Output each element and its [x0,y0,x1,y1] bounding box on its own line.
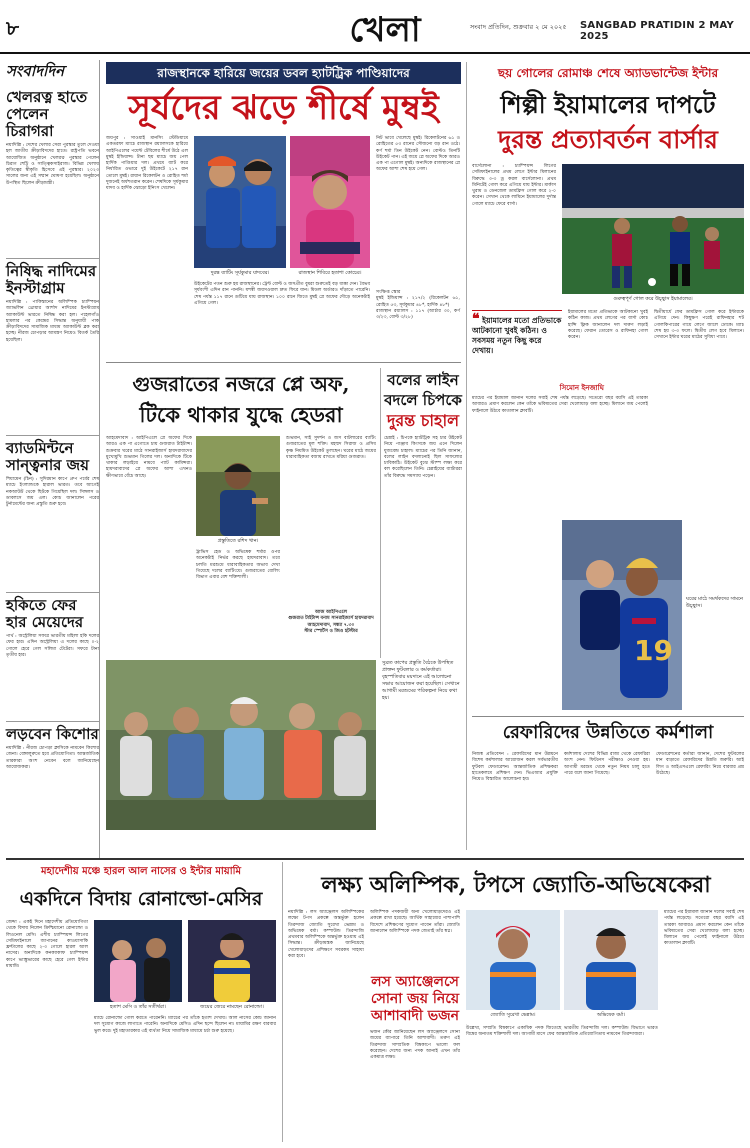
messi-photo [94,920,182,1002]
gujarat-photo-caption: প্রস্তুতিতে রশিদ খান। [217,538,259,544]
svg-text:19: 19 [634,634,673,667]
messi-illustration [94,920,182,1002]
divider [6,258,99,259]
left-news-column [6,60,100,860]
olympic-column-2: অলিম্পিক পদকজয়ী অন্য খেলোয়াড়দেরও এই প্রকল্পে রাখা হয়েছে। আর্থিক সাহায্যের পাশাপাশি বিদেশে প্রশিক্ষণের সুযোগ পাবেন তাঁরা। জ্যোতি জানালেন অলিম্পিকে পদক জেতাই তাঁর স্বপ্ন। [370,910,462,934]
gujarat-photo [196,436,280,536]
barca-headline-line1: শিল্পী ইয়ামালের দাপটে [500,90,716,119]
divider [6,592,99,593]
gathering-photo [106,660,376,830]
match-illustration [562,164,744,294]
barca-headline-line2: দুরন্ত প্রত্যাবর্তন বার্সার [498,125,718,154]
referee-column-1: নিজস্ব প্রতিবেদন : রেফারিদের মান উন্নয়নে বিশেষ কর্মশালার আয়োজন করল সর্বভারতীয় ফুটবল ফেডারেশন। আন্তর্জাতিক প্রশিক্ষকরা হাতেকলমে প্রশিক্ষণ দেন। ভিএআর প্রযুক্তি নিয়েও বিস্তারিত আলোচনা হয়। [472,752,560,783]
header-paper-name: SANGBAD PRATIDIN 2 MAY 2025 [580,20,734,42]
left-story-body: নয়াদিল্লি : নীরজ চোপড়া ক্লাসিকে নামবেন কিশোর জেনা। বেঙ্গালুরুতে হবে প্রতিযোগিতা। আন্তর্জাতিক তারকারা অংশ নেবেন বলে জানিয়েছেন আয়োজকরা। [6,746,99,770]
barca-photo2-caption: ঘরের মাঠে সমর্থকদের সামনে উচ্ছ্বাস। [686,596,743,609]
left-story-headline: নিষিদ্ধ নাদিমের ইনস্টাগ্রাম [6,262,97,297]
barca-photo-caption: গুরুত্বপূর্ণ গোল করে উচ্ছ্বাস ইয়ামালের। [613,296,693,302]
olympic-subhead-line2: সোনা জয় নিয়ে [370,991,460,1007]
referee-column-3: ফেডারেশনের কর্তারা জানান, দেশের ফুটবলের মান বাড়াতে রেফারিদের উন্নতি জরুরি। আই লিগ ও আইএসএলে রেফারিং নিয়ে বারবার প্রশ্ন উঠেছে। [656,752,746,776]
page-number: ৮ [6,16,19,40]
coach-illustration [290,136,370,268]
chahal-headline-line2: বদলে চিপকে [384,391,462,409]
ipl-kicker-banner: রাজস্থানকে হারিয়ে জয়ের ডবল হ্যাটট্রিক পাণ্ডিয়াদের [106,62,461,84]
ronaldo-photo-caption: জয়ের জেরে নামছেন রোনাল্ডো। [200,1004,264,1010]
olympic-column-3: ভজন কৌর জানিয়েছেন লস অ্যাঞ্জেলসে সোনা জয়ের ব্যাপারে তিনি আশাবাদী। তরুণ এই তিরন্দাজ সাম্প্রতিক বিশ্বকাপে ভালো ফল করেছেন। দেশের জন্য পদক আনাই এখন তাঁর একমাত্র লক্ষ্য। [370,1030,462,1061]
ronaldo-photo [188,920,276,1002]
section-title: খেলা [349,10,421,50]
left-story-body: নয়াদিল্লি : দেশের খেলার সেরা পুরস্কার তুলে দেওয়া হল জাতীয় ক্রীড়াবিদদের হাতে। রাষ্ট্রপতি ভবনে আয়োজিত অনুষ্ঠানে খেলরত্ন পুরস্কার পেলেন চিরাগ শেট্টি ও সাত্ত্বিকসাইরাজ। বিভিন্ন খেলায় কৃতিত্বের স্বীকৃতি হিসেবে এই পুরস্কার। ২০২৩ সালের জন্য এই সম্মান ঘোষণা হয়েছিল। অনুষ্ঠানে উপস্থিত ছিলেন ক্রীড়ামন্ত্রী। [6,143,99,186]
left-story-headline: খেলরত্ন হাতে পেলেন চিরাগরা [6,88,88,140]
celebration-illustration [562,520,682,710]
divider [6,435,99,436]
quote-text: ইয়ামালের মতো প্রতিভাকে আটকানো খুবই কঠিন। ও সবসময় নতুন কিছু করে দেখায়। [472,316,562,355]
jyothi-photo-caption: জ্যোতি সুরেখা ভেন্নাম। [490,1012,536,1018]
pull-quote [472,310,562,378]
ipl-photo-coach [290,136,370,268]
quote-attribution: সিমোন ইনজাঘি [559,384,604,392]
ipl-column-2: উইকেটের পতন শুরু হয় রাজস্থানের। ট্রেন্ট বোল্ট ও জসপ্রীত বুমরা শুরুতেই বড় ধাক্কা দেন। বৈভব সূর্যবংশী এদিন রান পাননি। যশস্বী জয়সওয়াল দ্রুত ফিরে যান। মিডল অর্ডারও দাঁড়াতে পারেনি। শেষ পর্যন্ত ১১৭ রানে গুটিয়ে যায় রাজস্থান। ১০০ রানে জিতে মুম্বই প্লে অফের দৌড়ে অনেকটাই এগিয়ে গেল। [194,282,372,306]
ipl-photo-players [194,136,286,268]
divider [472,716,744,717]
barca-column-3: দ্বিতীয়ার্ধে ফের ডামফ্রিস গোল করে ইন্টারকে এগিয়ে দেন। কিছুক্ষণ পরেই রাফিনহার শট গোলকিপারের গায়ে লেগে জালে ঢোকে। ম্যাচ শেষ হয় ৩-৩ ফলে। দ্বিতীয় লেগ হবে মিলানে। সেখানে ইন্টার ঘরের মাঠের সুবিধা পাবে। [654,310,746,341]
player-photo-illustration [196,436,280,536]
abhishek-illustration [564,910,658,1010]
barca-column-1: বার্সেলোনা : চ্যাম্পিয়ন্স লিগের সেমিফাইনালের প্রথম লেগে ইন্টার মিলানের বিরুদ্ধে ৩-৩ ড্র করল বার্সেলোনা। প্রথম মিনিটেই গোল করে এগিয়ে যায় ইন্টার। মার্কাস থুরাম ও ডেনজেল ডামফ্রিস গোল করে ২-০ করেন। সেখান থেকে লামিনে ইয়ামালের দুর্দান্ত গোলে ম্যাচে ফেরে বার্সা। [472,164,558,207]
section-divider [6,858,744,860]
ipl-column-3: নিট ভাবে খেলেছে মুম্বই। রিকেলটনের ৬১ ও রোহিতের ৫৩ রানের সৌজন্যে বড় রান ওঠে। কর্ণ শর্মা তিন উইকেট নেন। বোল্টও তিনটি উইকেট পান। এই জয়ে প্লে অফের দিকে আরও এক পা এগোল মুম্বই। অন্যদিকে রাজস্থানের প্লে অফের আশা শেষ হয়ে গেল। [376,136,462,173]
chahal-headline-line3: দুরন্ত চাহাল [386,411,460,430]
gathering-photo-caption: সুব্রত কাপের প্রস্তুতি বৈঠকে উপস্থিত প্রাক্তন ফুটবলার ও কর্মকর্তারা। বৃহস্পতিবার ময়দানে এই আলোচনা সভার আয়োজন করা হয়েছিল। সেখানে আগামী মরশুমের পরিকল্পনা নিয়ে কথা হয়। [382,660,460,701]
abhishek-photo-caption: অভিষেক বর্মা। [596,1012,626,1018]
column-divider [380,368,381,658]
gujarat-column-1: আহমেদাবাদ : আইপিএলে প্লে অফের দিকে আরও এক পা এগোতে চায় গুজরাত টাইটান্স। শুক্রবার ঘরের মাঠে সানরাইজার্স হায়দরাবাদের মুখোমুখি শুভমান গিলের দল। অন্যদিকে টিকে থাকার লড়াইয়ে নামবে প্যাট কামিন্সরা। হায়দরাবাদের প্লে অফের আশা এখনও ক্ষীণভাবে বেঁচে আছে। [106,436,194,479]
players-illustration [194,136,286,268]
messi-column-2: ম্যাচে রোনাল্ডো গোল করতে পারেননি। ম্যাচের পর তাঁকে হতাশ দেখায়। আল নাসের কোচ জানান দল সুযোগ কাজে লাগাতে পারেনি। অন্যদিকে মেসিও এদিন ছন্দে ছিলেন না। মায়ামির রক্ষণ বারবার ভুল করে। দুই মহাতারকার এই ব্যর্থতা নিয়ে সামাজিক মাধ্যমে চর্চা শুরু হয়েছে। [94,1016,278,1034]
referee-headline: রেফারিদের উন্নতিতে কর্মশালা [502,722,714,743]
column-divider [282,862,283,1142]
barca-kicker: ছয় গোলের রোমাঞ্চ শেষে অ্যাডভান্টেজ ইন্টার [497,66,719,80]
chahal-headline-line1: বলের লাইন [387,371,459,389]
left-story-body: নয়াদিল্লি : পাকিস্তানের অলিম্পিক চ্যাম্পিয়ন জ্যাভলিন থ্রোয়ার আর্শাদ নাদিমের ইনস্টাগ্রাম অ্যাকাউন্ট ভারতে নিষিদ্ধ করা হল। পহেলগাঁও হামলার পর কেন্দ্রের সিদ্ধান্ত অনুযায়ী পাক ক্রীড়াবিদদের সামাজিক মাধ্যম অ্যাকাউন্ট ব্লক করা হচ্ছে। নীরজ চোপড়ার আমন্ত্রণ নিয়েও বিতর্ক তৈরি হয়েছিল। [6,300,99,343]
olympic-column-5: ম্যাচের পর ইয়ামাল জানান দলের সবাই শেষ পর্যন্ত লড়েছে। সতেরো বছর বয়সি এই তারকা আবারও প্রমাণ করলেন কেন তাঁকে ভবিষ্যতের সেরা খেলোয়াড় বলা হচ্ছে। মিলানে জয় পেলেই ফাইনালে উঠবে কাতালান ক্লাবটি। [664,910,746,947]
gujarat-column-3: শুভমান, সাই সুদর্শন ও জস বাটলারের ব্যাটিং গুজরাতের মূল শক্তি। মহম্মদ সিরাজ ও প্রসিধ কৃষ্ণ নিয়মিত উইকেট তুলছেন। ঘরের মাঠে জয়ের ধারাবাহিকতা বজায় রাখতে মরিয়া গুজরাত। [286,436,378,460]
divider [106,362,461,363]
olympic-headline: লক্ষ্য অলিম্পিক, টপসে জ্যোতি-অভিষেকেরা [321,872,711,898]
jyothi-photo [466,910,560,1010]
messi-column-1: জেদ্দা : একই দিনে মহাদেশীয় প্রতিযোগিতা থেকে বিদায় নিলেন ক্রিশ্চিয়ানো রোনাল্ডো ও লিওনেল মেসি। এশীয় চ্যাম্পিয়ন্স লিগের সেমিফাইনালে জাপানের কাওয়াসাকি ফ্রন্টালের কাছে ২-৩ গোলে হারল আল নাসের। অন্যদিকে কনক্যাকাফ চ্যাম্পিয়ন্স কাপে ভ্যাঙ্কুভারের কাছে হেরে গেল ইন্টার মায়ামি। [6,920,90,970]
messi-photo-caption: হতাশ মেসি ও তাঁর সতীর্থরা। [109,1004,167,1010]
ipl-headline: সূর্যদের ঝড়ে শীর্ষে মুম্বই [128,88,439,128]
gujarat-headline-line1: গুজরাতের নজরে প্লে অফ, [132,372,350,396]
ipl-scorecard: সংক্ষিপ্ত স্কোর মুম্বই ইন্ডিয়ান্স : ২১৭/২ (রিকেলটন ৬১, রোহিত ৫৩, সূর্যকুমার ৪৮*, হার্দিক ৪৮*) রাজস্থান রয়্যালস : ১১৭ (আর্চার ৩০, কর্ণ ৩/২৩, বোল্ট ৩/২৮) [376,290,460,321]
barca-column-2: ইয়ামালের মতো প্রতিভাকে আটকানো খুবই কঠিন কাজ। প্রথম লেগের পর বার্সা কোচ হান্সি ফ্লিক জানালেন দল দারুণ লড়াই করেছে। ফেরান তোরেস ও রাফিনহা গোল করেন। [568,310,650,341]
left-story-body: শিয়ামেন (চিন) : সুদিরমান কাপে গ্রুপ পর্বের শেষ ম্যাচে ইংল্যান্ডকে হারাল ভারত। তবে আগেই নকআউট থেকে ছিটকে গিয়েছিল দল। সিঙ্গলস ও ডাবলসে জয় এল। কোচ জানালেন পরের টুর্নামেন্টের জন্য প্রস্তুতি শুরু হবে। [6,477,99,508]
olympic-subhead-line3: আশাবাদী ভজন [370,1008,460,1024]
quote-mark-icon: ❝ [472,311,480,327]
page-header [0,0,750,54]
abhishek-photo [564,910,658,1010]
barca-column-4: ম্যাচের পর ইয়ামাল জানান দলের সবাই শেষ পর্যন্ত লড়েছে। সতেরো বছর বয়সি এই তারকা আবারও প্রমাণ করলেন কেন তাঁকে ভবিষ্যতের সেরা খেলোয়াড় বলা হচ্ছে। মিলানে জয় পেলেই ফাইনালে উঠবে কাতালান ক্লাবটি। [472,396,650,414]
header-date: সংবাদ প্রতিদিন, শুক্রবার ২ মে ২০২৫ [470,23,567,31]
olympic-column-1: নয়াদিল্লি : লস অ্যাঞ্জেলস অলিম্পিকের লক্ষ্যে টপস প্রকল্পে অন্তর্ভুক্ত হলেন তিরন্দাজ জ্যোতি সুরেখা ভেন্নাম ও অভিষেক বর্মা। কম্পাউন্ড তিরন্দাজি প্রথমবার অলিম্পিকে অন্তর্ভুক্ত হওয়ায় এই সিদ্ধান্ত। ক্রীড়ামন্ত্রক জানিয়েছে খেলোয়াড়দের প্রশিক্ষণে সবরকম সাহায্য করা হবে। [288,910,366,960]
gujarat-match-info: আজ আইপিএলে গুজরাত টাইটান্স বনাম সানরাইজার্স হায়দরাবাদ আহমেদাবাদ, সন্ধ্যা ৭.৩০ স্টার স্পোর্টস ও জিও হটস্টার [288,610,374,634]
gujarat-headline-line2: টিকে থাকার যুদ্ধে হেডরা [139,402,343,427]
chahal-column-1: চেন্নাই : চিপকে হ্যাটট্রিক সহ চার উইকেট নিয়ে পাঞ্জাব কিংসকে জয় এনে দিলেন যুজবেন্দ্র চাহাল। ম্যাচের পর তিনি জানান, বলের লাইন বদলানোই ছিল সাফল্যের চাবিকাঠি। উইকেট বুঝে স্টাম্প লক্ষ্য করে বল করেছিলেন তিনি। চেন্নাইয়ের ব্যাটাররা তাঁর বিরুদ্ধে সমস্যায় পড়েন। [384,436,464,479]
left-story-headline: হকিতে ফের হার মেয়েদের [6,596,84,631]
olympic-subhead-line1: লস অ্যাঞ্জেলসে [371,974,459,990]
divider [6,721,99,722]
left-story-body: পার্থ : অস্ট্রেলিয়া সফরে ভারতীয় মহিলা হকি দলের ফের হার। এদিন অস্ট্রেলিয়া এ দলের কাছে ০-২ গোলে হেরে গেল সলিমা টেটেরা। সফরে টানা তৃতীয় হার। [6,634,99,658]
referee-column-2: কর্মশালায় দেশের বিভিন্ন রাজ্য থেকে রেফারিরা অংশ নেন। ফিটনেস পরীক্ষাও নেওয়া হয়। আগামী মরশুম থেকে নতুন নিয়ম চালু হতে পারে বলে জানা গিয়েছে। [564,752,652,776]
ipl-column-1: জয়পুর : সাওয়াই মানসিং স্টেডিয়ামে একতরফা ম্যাচে রাজস্থান রয়্যালসকে হারিয়ে আইপিএলের পয়েন্ট টেবিলের শীর্ষে উঠে এল মুম্বই ইন্ডিয়ান্স। টানা ছয় ম্যাচে জয় পেল হার্দিক পাণ্ডিয়ার দল। প্রথমে ব্যাট করে নির্ধারিত ওভারে দুই উইকেটে ২১৭ রান তোলে মুম্বই। রায়ান রিকেলটন ও রোহিত শর্মা দুজনেই অর্ধশতরান করেন। শেষদিকে সূর্যকুমার যাদব ও হার্দিক ঝোড়ো ইনিংস খেলেন। [106,136,190,192]
column-logo: সংবাদদিন [6,62,65,80]
olympic-column-4: উল্লেখ্য, সম্প্রতি বিশ্বকাপে একাধিক পদক জিতেছে ভারতীয় তিরন্দাজি দল। কম্পাউন্ড বিভাগে ভারত বিশ্বের অন্যতম শক্তিশালী দল। আগামী মাসে ফের আন্তর্জাতিক প্রতিযোগিতায় নামবেন তিরন্দাজরা। [466,1026,660,1038]
ipl-photo2-caption: রাজস্থান শিবিরে হতাশা কোচের। [298,270,362,276]
barca-photo-celebration [562,520,682,710]
left-story-headline: লড়বেন কিশোর [6,725,99,743]
messi-kicker: মহাদেশীয় মঞ্চে হারল আল নাসের ও ইন্টার মায়ামি [40,866,242,877]
jyothi-illustration [466,910,560,1010]
column-divider [466,62,467,850]
ipl-photo1-caption: দুরন্ত ব্যাটিং সূর্যকুমার যাদবের। [210,270,270,276]
gujarat-column-2: ট্রাভিস হেড ও অভিষেক শর্মার ওপর অনেকটাই নির্ভর করছে হায়দরাবাদ। তবে চলতি মরশুমে ধারাবাহিকতার অভাব দেখা গিয়েছে দলের ব্যাটিংয়ে। গুজরাতের বোলিং বিভাগ এবার বেশ শক্তিশালী। [196,550,282,581]
gathering-illustration [106,660,376,830]
left-story-headline: ব্যাডমিন্টনে সান্ত্বনার জয় [6,439,89,474]
ronaldo-illustration [188,920,276,1002]
barca-photo-match [562,164,744,294]
messi-headline: একদিনে বিদায় রোনাল্ডো-মেসির [19,888,263,910]
